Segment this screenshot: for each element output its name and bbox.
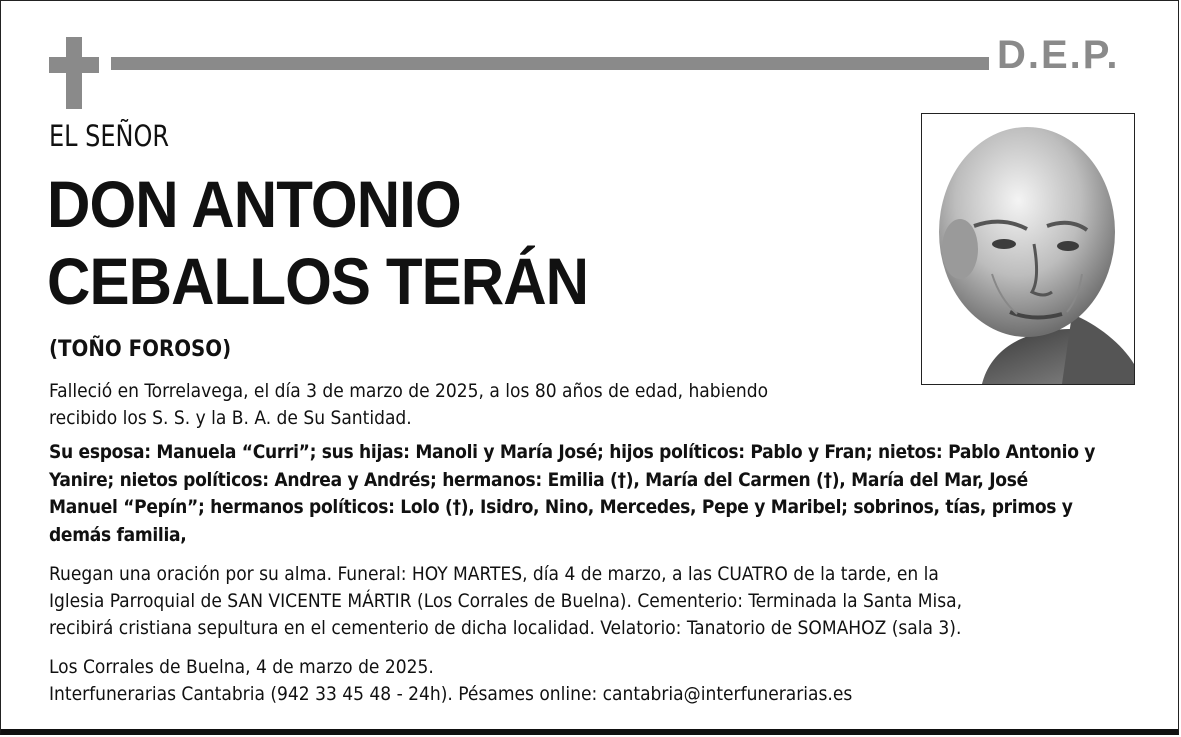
death-announcement bbox=[49, 378, 889, 432]
cross-vertical-bar bbox=[66, 37, 82, 109]
header-rule bbox=[111, 57, 989, 70]
footer-line-contact: Interfunerarias Cantabria (942 33 45 48 - 24h). Pésames online: cantabria@interfunerarias.es bbox=[49, 683, 853, 705]
death-line-2: recibido los S. S. y la B. A. de Su Santidad. bbox=[49, 407, 412, 429]
deceased-name-line-2: CEBALLOS TERÁN bbox=[47, 244, 589, 318]
family-line: Manuel “Pepín”; hermanos políticos: Lolo (†), Isidro, Nino, Mercedes, Pepe y Maribel; sobrinos, tías, primos y bbox=[49, 496, 1073, 518]
deceased-name-line-1: DON ANTONIO bbox=[47, 167, 461, 241]
funeral-details bbox=[49, 561, 1139, 642]
notice-footer bbox=[49, 654, 1139, 708]
dep-label: D.E.P. bbox=[997, 33, 1120, 77]
notice-pretitle: EL SEÑOR bbox=[49, 119, 170, 153]
cross-icon bbox=[49, 37, 99, 109]
deceased-alias: (TOÑO FOROSO) bbox=[49, 337, 232, 362]
family-line: demás familia, bbox=[49, 523, 187, 546]
deceased-name bbox=[47, 166, 588, 320]
funeral-line: recibirá cristiana sepultura en el cementerio de dicha localidad. Velatorio: Tanatorio de SOMAHOZ (sala 3). bbox=[49, 617, 962, 639]
portrait-photo-image bbox=[922, 114, 1134, 384]
cross-horizontal-bar bbox=[49, 57, 99, 73]
funeral-line: Iglesia Parroquial de SAN VICENTE MÁRTIR (Los Corrales de Buelna). Cementerio: Terminada la Santa Misa, bbox=[49, 590, 963, 612]
family-line: Su esposa: Manuela “Curri”; sus hijas: Manoli y María José; hijos políticos: Pablo y Fran; nietos: Pablo Antonio y bbox=[49, 441, 1096, 463]
death-line-1: Falleció en Torrelavega, el día 3 de marzo de 2025, a los 80 años de edad, habiendo bbox=[49, 380, 769, 402]
footer-line-place-date: Los Corrales de Buelna, 4 de marzo de 2025. bbox=[49, 656, 434, 678]
family-list bbox=[49, 439, 1139, 549]
funeral-line: Ruegan una oración por su alma. Funeral: HOY MARTES, día 4 de marzo, a las CUATRO de la tarde, en la bbox=[49, 563, 939, 585]
portrait-photo bbox=[921, 113, 1135, 385]
family-line: Yanire; nietos políticos: Andrea y Andrés; hermanos: Emilia (†), María del Carmen (†), María del Mar, José bbox=[49, 468, 1028, 491]
